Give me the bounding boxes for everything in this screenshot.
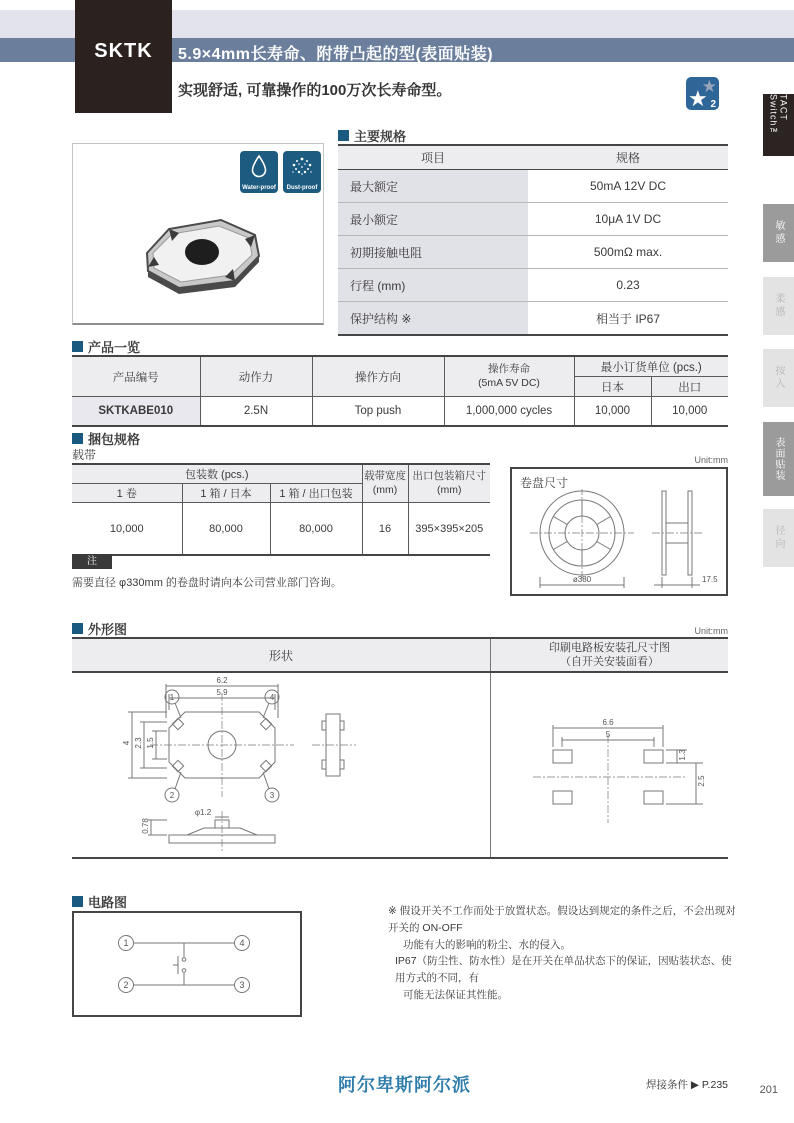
col-qty: 包装数 (pcs.) (72, 464, 362, 484)
table-row: 保护结构 ※ 相当于 IP67 (338, 302, 728, 336)
table-row: 最大额定 50mA 12V DC (338, 170, 728, 203)
dim-width-outer: 6.2 (216, 676, 228, 685)
note-text: 需要直径 φ330mm 的卷盘时请向本公司营业部门咨询。 (72, 577, 342, 589)
packaging-table (72, 463, 490, 556)
section-circuit: 电路图 (72, 892, 127, 911)
table-row: 行程 (mm) 0.23 (338, 269, 728, 302)
product-image-box (72, 143, 324, 325)
section-outline: 外形图 (72, 619, 127, 638)
shape-drawing-cell (72, 673, 491, 857)
outline-table-header (72, 637, 728, 673)
water-drop-icon (240, 151, 278, 181)
section-marker (72, 433, 83, 444)
remark-line: 功能有大的影响的粉尘、水的侵入。 (403, 938, 571, 951)
col-pcb-holes: 印刷电路板安装孔尺寸图 （自开关安装面看） (549, 641, 670, 668)
remarks (388, 903, 736, 1004)
product-list-table (72, 355, 728, 427)
unit-label: Unit:mm (694, 455, 728, 465)
col-carton: 出口包装箱尺寸 (mm) (408, 464, 490, 503)
reel-drawing (512, 489, 726, 594)
col-force: 动作力 (200, 356, 312, 397)
packaging-subtitle: 载带 (72, 448, 97, 462)
series-box (75, 0, 172, 113)
terminal-4: 4 (269, 693, 275, 702)
col-part: 产品编号 (72, 356, 200, 397)
circuit-diagram (74, 913, 300, 1015)
circuit-terminal-1: 1 (123, 938, 129, 948)
dim-pcb-inner: 5 (605, 730, 611, 739)
section-product-list: 产品一览 (72, 337, 140, 356)
dim-pad-pitch: 2.5 (697, 775, 706, 787)
col-japan: 日本 (574, 377, 651, 397)
section-marker (72, 896, 83, 907)
shape-drawing (72, 673, 490, 859)
col-direction: 操作方向 (312, 356, 444, 397)
col-item: 项目 (338, 145, 528, 170)
terminal-1: 1 (169, 693, 175, 702)
series-name: SKTK (94, 40, 153, 62)
dim-pcb-outer: 6.6 (602, 718, 614, 727)
unit-label: Unit:mm (694, 626, 728, 636)
tab-soft[interactable]: 柔感 (763, 277, 794, 335)
page-subtitle: 实现舒适, 可靠操作的100万次长寿命型。 (178, 82, 452, 99)
dim-height-mid: 2.3 (134, 737, 143, 749)
circuit-terminal-4: 4 (239, 938, 245, 948)
col-shape: 形状 (72, 639, 491, 671)
pcb-hole-drawing (491, 673, 728, 859)
tab-radial[interactable]: 径向 (763, 509, 794, 567)
terminal-3: 3 (269, 791, 275, 800)
terminal-2: 2 (169, 791, 175, 800)
circuit-terminal-3: 3 (239, 980, 245, 990)
table-row: 最小额定 10μA 1V DC (338, 203, 728, 236)
circuit-terminal-2: 2 (123, 980, 129, 990)
dim-actuator-dia: φ1.2 (194, 808, 212, 817)
dim-height-078: 0.78 (141, 818, 150, 834)
reel-label: 卷盘尺寸 (520, 476, 569, 490)
page-title: 5.9×4mm长寿命、附带凸起的型(表面贴装) (178, 46, 494, 63)
waterproof-label: Water-proof (242, 185, 276, 191)
circuit-diagram-box (72, 911, 302, 1017)
dim-height-outer: 4 (122, 740, 131, 746)
section-marker (72, 341, 83, 352)
dustproof-icon (283, 151, 321, 193)
col-export: 出口 (651, 377, 728, 397)
remark-line: IP67（防尘性、防水性）是在开关在单品状态下的保证，因贴装状态、使用方式的不同，有 (395, 955, 732, 985)
waterproof-icon (240, 151, 278, 193)
tab-smd[interactable]: 表面贴装 (763, 422, 794, 496)
col-life: 操作寿命 (5mA 5V DC) (444, 356, 574, 397)
dust-dots-icon (283, 151, 321, 181)
main-specs-table (338, 144, 728, 336)
tab-push[interactable]: 按入 (763, 349, 794, 407)
reel-dimension-box (510, 467, 728, 596)
remark-line: 可能无法保证其性能。 (403, 988, 508, 1001)
dim-width-body: 5.9 (216, 688, 228, 697)
outline-table-body (72, 673, 728, 859)
dim-pad-height: 1.3 (678, 749, 687, 761)
product-photo (113, 189, 283, 309)
section-marker (338, 130, 349, 141)
col-box-japan: 1 箱 / 日本 (182, 484, 270, 503)
col-spec: 规格 (528, 145, 728, 170)
reel-diameter-dim: ø380 (572, 575, 592, 584)
tab-tact-switch[interactable]: TACT Switch™ (763, 94, 794, 156)
note-badge: 注 (72, 554, 112, 569)
col-tape-width: 载带宽度 (mm) (362, 464, 408, 503)
rating-count: 2 (710, 99, 716, 110)
star-icon: ★ (688, 86, 708, 111)
table-row: SKTKABE010 2.5N Top push 1,000,000 cycles 10,000 10,000 (72, 397, 728, 427)
reel-width-dim: 17.5 (702, 575, 718, 584)
rating-badge (686, 77, 719, 110)
tab-sensitive[interactable]: 敏感 (763, 204, 794, 262)
page-number: 201 (759, 1084, 778, 1096)
star-icon: ★ (701, 77, 717, 96)
pcb-drawing-cell (491, 673, 728, 857)
section-main-specs: 主要规格 (338, 126, 406, 145)
remark-line: ※ 假设开关不工作而处于放置状态。假设达到规定的条件之后，不会出现对开关的 ON-OFF (388, 905, 736, 934)
part-number: SKTKABE010 (72, 397, 200, 427)
col-moq: 最小订货单位 (pcs.) (574, 356, 728, 377)
dustproof-label: Dust-proof (286, 185, 318, 191)
dim-height-inner: 1.5 (146, 737, 155, 749)
section-packaging: 捆包规格 (72, 429, 140, 448)
col-reel: 1 卷 (72, 484, 182, 503)
table-row: 10,000 80,000 80,000 16 395×395×205 (72, 503, 490, 556)
table-row: 初期接触电阻 500mΩ max. (338, 236, 728, 269)
section-marker (72, 623, 83, 634)
brand-logo: 阿尔卑斯阿尔派 (338, 1075, 471, 1095)
col-box-export: 1 箱 / 出口包装 (270, 484, 362, 503)
soldering-conditions-link[interactable]: 焊接条件 ▶ P.235 (646, 1079, 728, 1091)
